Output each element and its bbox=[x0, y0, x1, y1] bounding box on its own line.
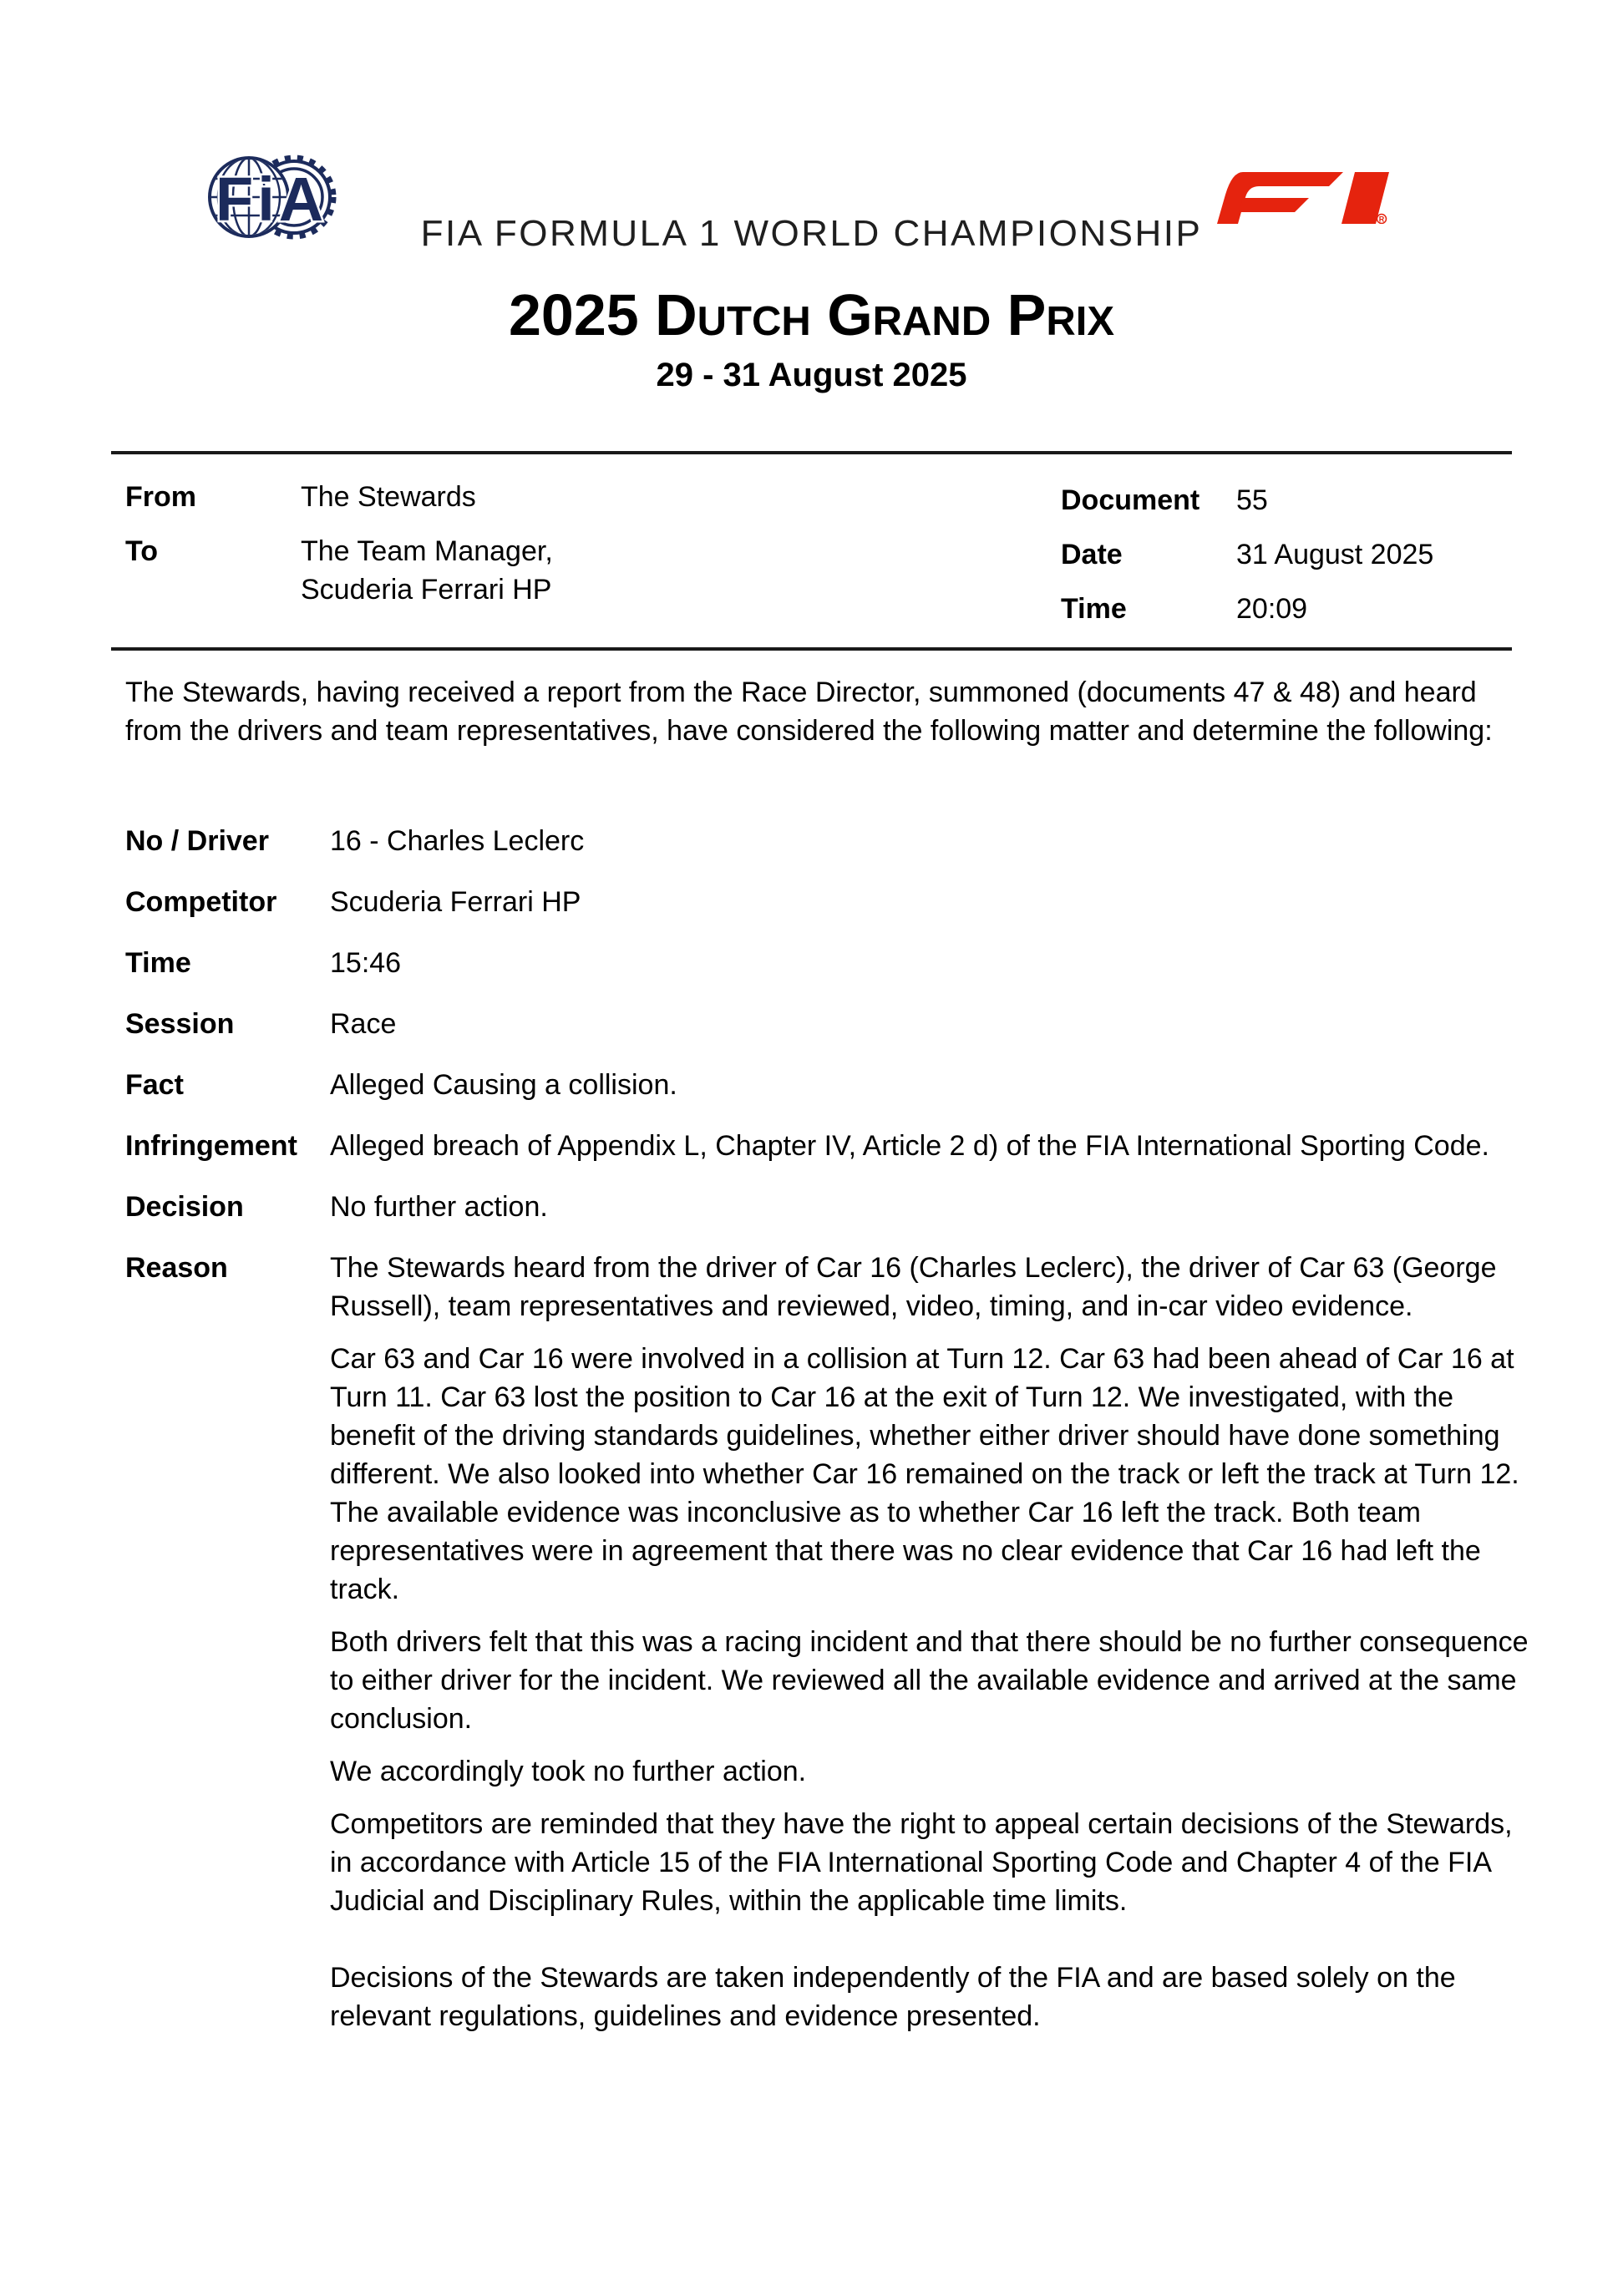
reason-row bbox=[125, 1249, 1529, 2050]
competitor-row bbox=[125, 883, 1529, 921]
reason-paragraphs bbox=[330, 1249, 1529, 2050]
reason-paragraph: Car 63 and Car 16 were involved in a collision at Turn 12. Car 63 had been ahead of Car 16 at Turn 11. Car 63 lost the position to Car 16 at the exit of Turn 12. We investigated, with the benefit of the driving standards guidelines, whether either driver should have done something different. We also looked into whether Car 16 remained on the track or left the track at Turn 12. The available evidence was inconclusive as to whether Car 16 left the track. Both team representatives were in agreement that there was no clear evidence that Car 16 had left the track. bbox=[330, 1343, 1519, 1605]
doc-time-value: 20:09 bbox=[1236, 593, 1308, 625]
to-value bbox=[301, 532, 553, 609]
to-value-line1: The Team Manager, bbox=[301, 535, 553, 567]
event-dates: 29 - 31 August 2025 bbox=[656, 357, 967, 393]
session-label: Session bbox=[125, 1008, 235, 1040]
from-label: From bbox=[125, 481, 196, 513]
fia-logo-letters: FiA bbox=[216, 165, 328, 234]
time-row bbox=[1061, 590, 1512, 628]
reason-paragraph: Competitors are reminded that they have the right to appeal certain decisions of the Stewards, in accordance with Article 15 of the FIA International Sporting Code and Chapter 4 of the FIA Judicial and Disciplinary Rules, within the applicable time limits. bbox=[330, 1808, 1513, 1917]
f1-logo-icon bbox=[1217, 172, 1389, 224]
session-value: Race bbox=[330, 1008, 397, 1040]
to-value-line2: Scuderia Ferrari HP bbox=[301, 574, 552, 606]
to-row bbox=[125, 532, 877, 609]
intro-paragraph: The Stewards, having received a report from the Race Director, summoned (documents 47 & 48) and heard from the drivers and team representatives, have considered the following matter and determine the following: bbox=[125, 677, 1493, 747]
doc-time-label: Time bbox=[1061, 593, 1127, 625]
f1-registered-mark bbox=[1377, 215, 1387, 224]
competitor-value: Scuderia Ferrari HP bbox=[330, 886, 581, 918]
decision-row bbox=[125, 1188, 1529, 1226]
reason-paragraph: Decisions of the Stewards are taken independently of the FIA and are based solely on the relevant regulations, guidelines and evidence presented. bbox=[330, 1962, 1456, 2032]
from-value: The Stewards bbox=[301, 481, 476, 513]
reason-paragraph: Both drivers felt that this was a racing incident and that there should be no further consequence to either driver for the incident. We reviewed all the available evidence and arrived at the same conclusion. bbox=[330, 1626, 1529, 1735]
infringement-label: Infringement bbox=[125, 1130, 297, 1162]
date-row bbox=[1061, 535, 1512, 574]
event-title: 2025 Dutch Grand Prix bbox=[508, 282, 1115, 347]
case-fields bbox=[125, 822, 1529, 2072]
no-driver-row bbox=[125, 822, 1529, 860]
no-driver-value: 16 - Charles Leclerc bbox=[330, 825, 585, 857]
to-label: To bbox=[125, 535, 159, 567]
document-label: Document bbox=[1061, 484, 1200, 516]
incident-time-row bbox=[125, 944, 1529, 982]
meta-right-column bbox=[1061, 481, 1512, 628]
date-value: 31 August 2025 bbox=[1236, 539, 1434, 570]
fact-value: Alleged Causing a collision. bbox=[330, 1069, 677, 1101]
competitor-label: Competitor bbox=[125, 886, 277, 918]
from-row bbox=[125, 478, 877, 516]
reason-paragraph: The Stewards heard from the driver of Car 16 (Charles Leclerc), the driver of Car 63 (George Russell), team representatives and reviewed, video, timing, and in-car video evidence. bbox=[330, 1252, 1497, 1322]
date-label: Date bbox=[1061, 539, 1123, 570]
decision-value: No further action. bbox=[330, 1191, 548, 1223]
document-row bbox=[1061, 481, 1512, 520]
reason-paragraph: We accordingly took no further action. bbox=[330, 1756, 807, 1787]
infringement-row bbox=[125, 1127, 1529, 1165]
incident-time-label: Time bbox=[125, 947, 191, 979]
incident-time-value: 15:46 bbox=[330, 947, 402, 979]
championship-title: FIA FORMULA 1 WORLD CHAMPIONSHIP bbox=[420, 213, 1203, 254]
fact-label: Fact bbox=[125, 1069, 184, 1101]
document-value: 55 bbox=[1236, 484, 1268, 516]
reason-label: Reason bbox=[125, 1252, 228, 1284]
meta-left-column bbox=[125, 478, 877, 609]
fact-row bbox=[125, 1066, 1529, 1104]
svg-text:R: R bbox=[1378, 215, 1385, 224]
infringement-value: Alleged breach of Appendix L, Chapter IV, Article 2 d) of the FIA International Sporting Code. bbox=[330, 1130, 1489, 1162]
no-driver-label: No / Driver bbox=[125, 825, 269, 857]
decision-label: Decision bbox=[125, 1191, 244, 1223]
meta-block bbox=[111, 451, 1512, 651]
session-row bbox=[125, 1005, 1529, 1043]
